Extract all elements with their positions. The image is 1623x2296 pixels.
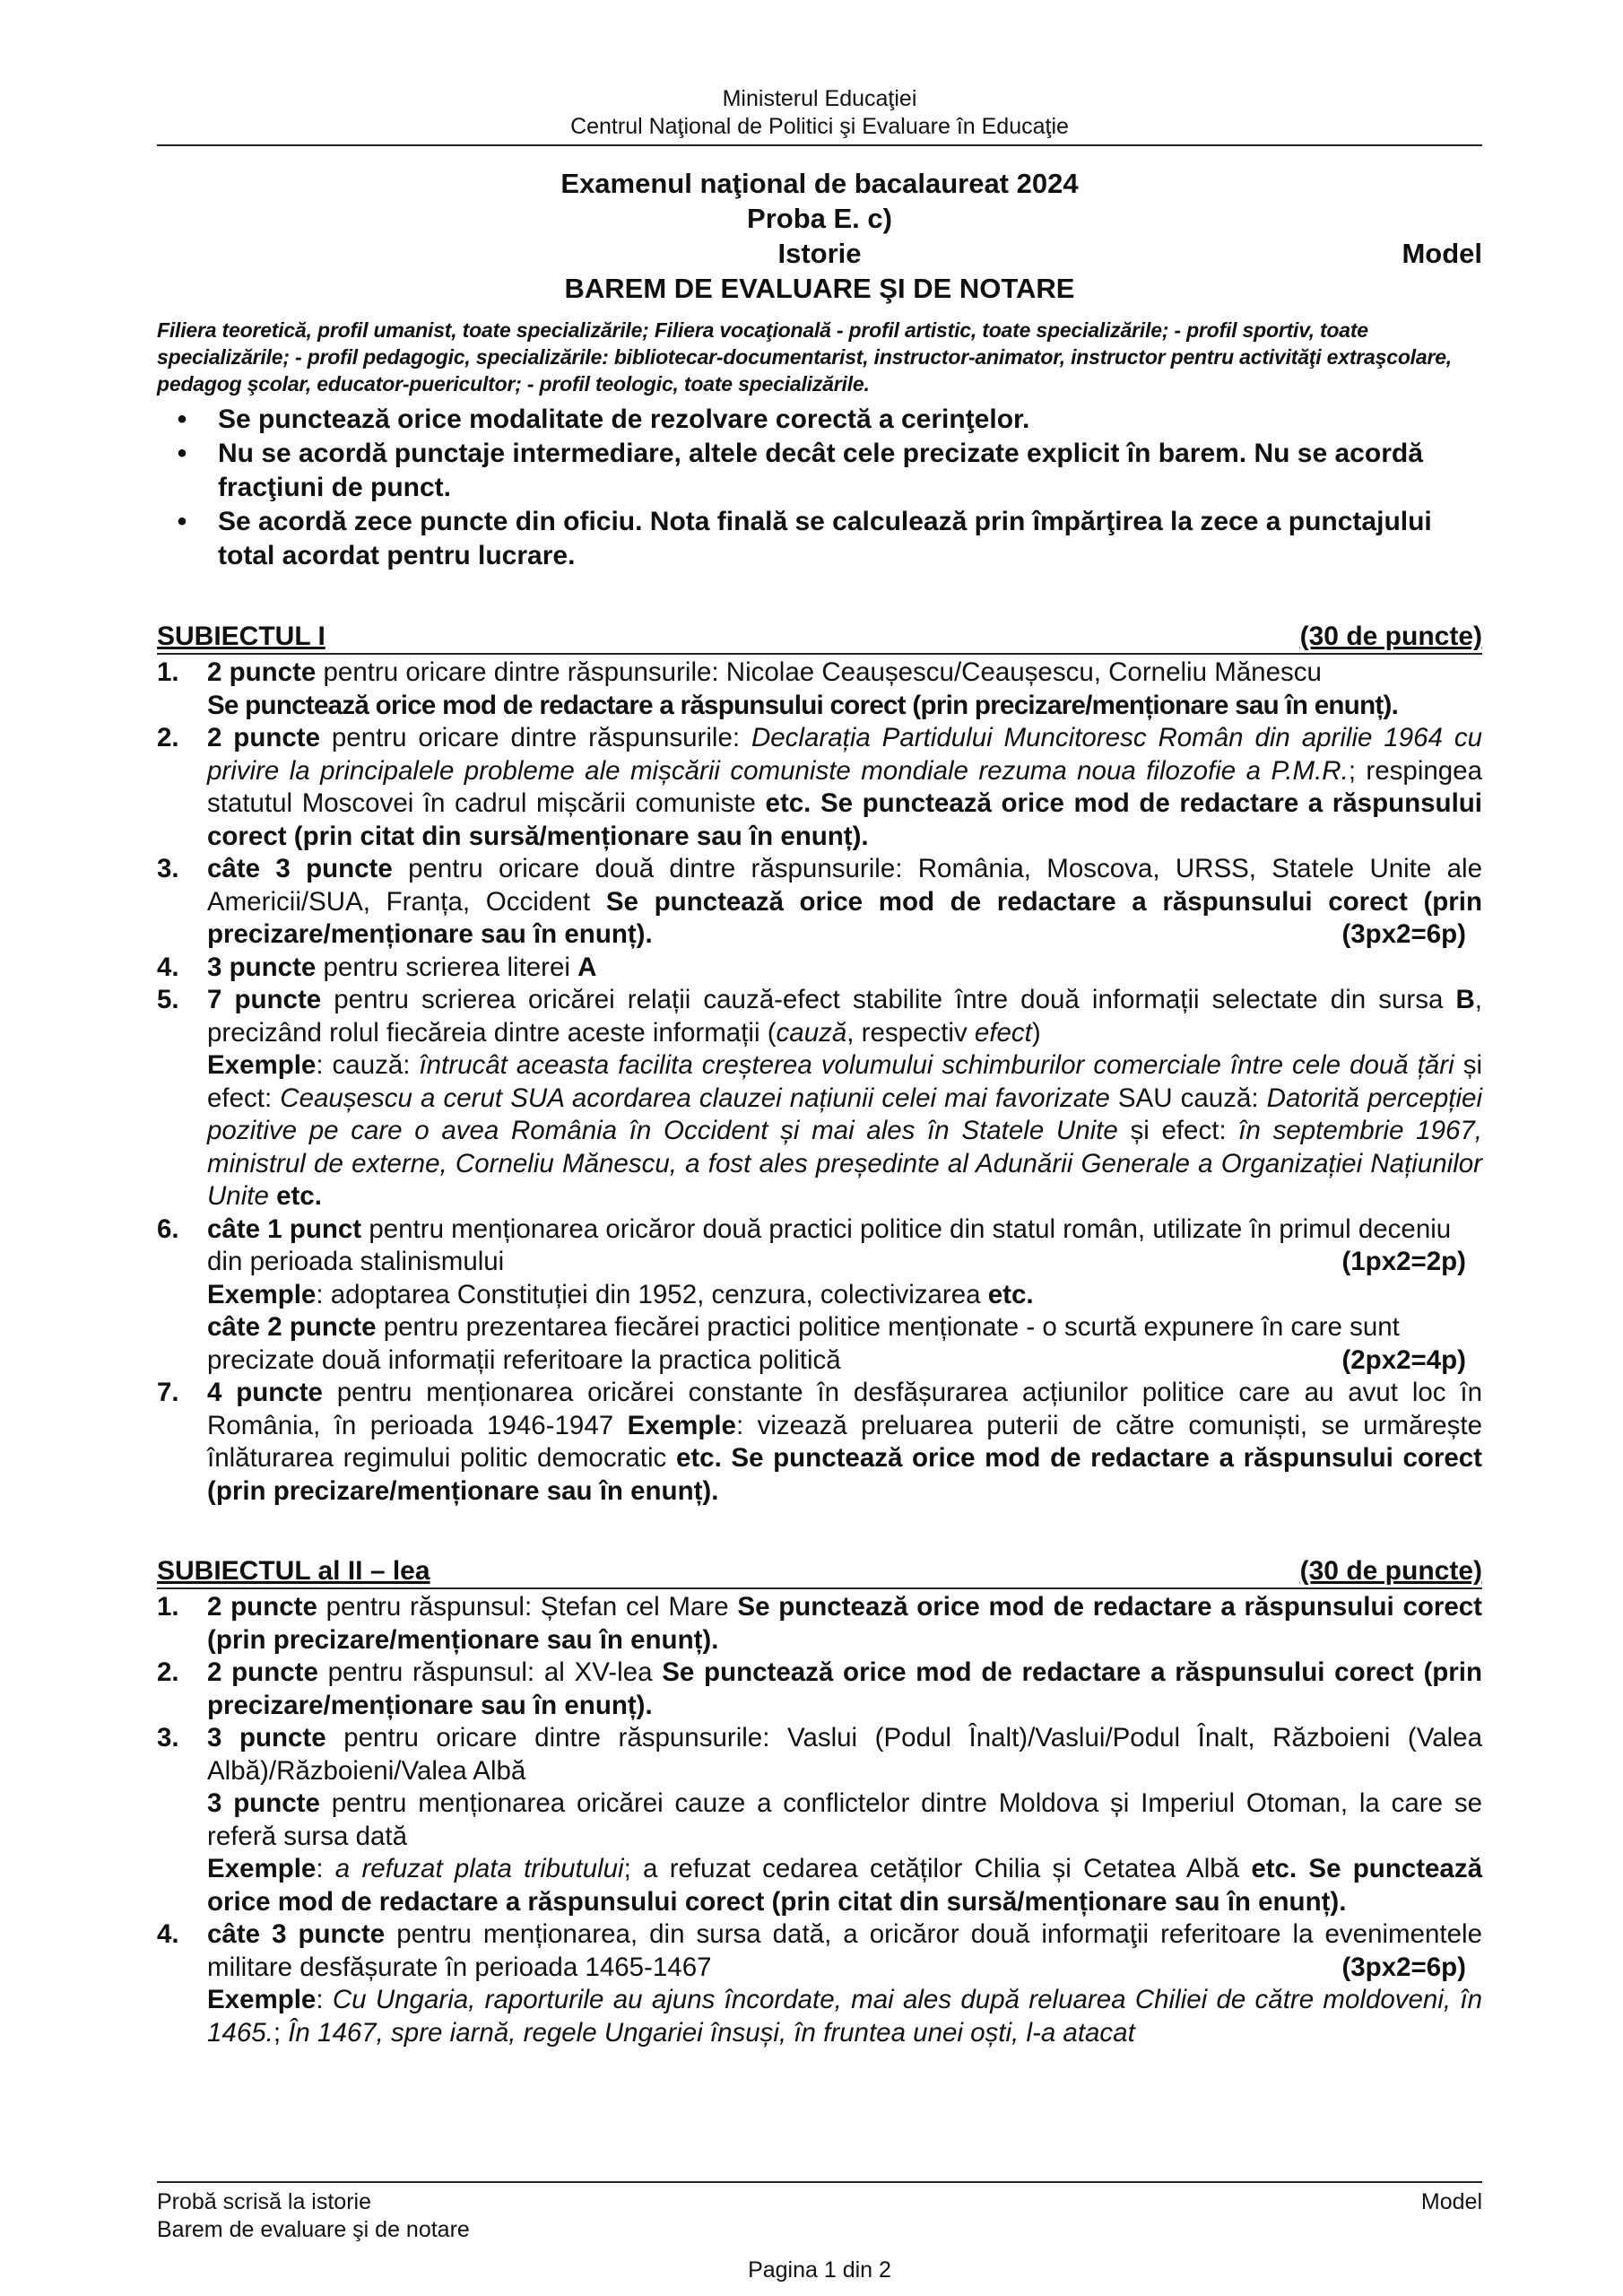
ministry-name: Ministerul Educaţiei	[722, 86, 917, 111]
item-text: : vizează preluarea puterii de către comuniști, se urmărește înlăturarea regimului politic democratic	[207, 1410, 1482, 1473]
points-label: 2 puncte	[207, 657, 317, 687]
scoring-note: Se punctează orice mod de redactare a răspunsului corect (prin precizare/menționare sau în enunț).	[207, 886, 1482, 949]
item-text: , respectiv	[846, 1017, 975, 1048]
footer-model: Model	[1420, 2189, 1482, 2214]
item-text: pentru răspunsul: al XV-lea	[317, 1657, 663, 1687]
subject-1-items	[157, 657, 1482, 1508]
points-formula: (1px2=2p)	[1341, 1247, 1466, 1276]
model-tag: Model	[1402, 238, 1482, 269]
points-formula: (2px2=4p)	[1341, 1344, 1466, 1375]
item-number: 3.	[157, 1723, 179, 1752]
examples-label: Exemple	[207, 1985, 317, 2014]
s2-item-3	[157, 1722, 1482, 1918]
barem-title: BAREM DE EVALUARE ŞI DE NOTARE	[564, 273, 1075, 304]
quote-text: Cu Ungaria, raporturile au ajuns încordate, mai ales după reluarea Chiliei de către moldoveni, în 1465.	[207, 1985, 1482, 2048]
quote-text: Ceaușescu a cerut SUA acordarea clauzei națiunii celei mai favorizate	[280, 1083, 1110, 1113]
quote-text: întrucât aceasta facilita creșterea volumului schimburilor comerciale între cele două țări	[419, 1050, 1454, 1080]
scoring-note: etc. Se punctează orice mod de redactare a răspunsului corect (prin citat din sursă/menționare sau în enunț).	[207, 788, 1482, 851]
item-text: ; respingea statutul Moscovei în cadrul mișcării comuniste	[207, 755, 1482, 818]
item-text: și efect:	[1117, 1116, 1239, 1145]
examples-label: Exemple	[627, 1410, 736, 1440]
scoring-note: Se punctează orice mod de redactare a răspunsului corect (prin precizare/menționare sau în enunț).	[207, 690, 1399, 720]
rule-item: • Nu se acordă punctaje intermediare, altele decât cele precizate explicit în barem. Nu se acordă fracţiuni de punct.	[157, 437, 1482, 505]
item-text: pentru oricare două dintre răspunsurile: România, Moscova, URSS, Statele Unite ale Americii/SUA, Franța, Occident	[207, 854, 1482, 917]
s1-item-4	[157, 952, 1482, 985]
quote-text: În 1467, spre iarnă, regele Ungariei însuși, în fruntea unei oști, l-a atacat	[288, 2017, 1135, 2048]
item-number: 1.	[157, 1592, 179, 1622]
footer-barem-name: Barem de evaluare şi de notare	[157, 2217, 470, 2242]
item-text: : adoptarea Constituției din 1952, cenzura, colectivizarea	[316, 1279, 988, 1309]
subject-2-items	[157, 1591, 1482, 2049]
item-text: pentru menționarea oricărei constante în desfășurarea acțiunilor politice care au avut loc în România, în perioada 1946-1947	[207, 1378, 1482, 1440]
proba-title: Proba E. c)	[747, 203, 892, 234]
subject-2-points: (30 de puncte)	[1299, 1556, 1482, 1586]
item-number: 6.	[157, 1213, 179, 1244]
s2-item-4	[157, 1918, 1482, 2049]
item-text: pentru oricare dintre răspunsurile: Nicolae Ceaușescu/Ceaușescu, Corneliu Mănescu	[316, 657, 1322, 687]
s1-item-6	[157, 1213, 1482, 1378]
item-text: pentru scrierea literei	[316, 952, 578, 982]
points-formula: (3px2=6p)	[1341, 919, 1466, 949]
header-block	[157, 85, 1482, 141]
points-label: câte 2 puncte	[207, 1312, 377, 1342]
item-text: )	[1031, 1017, 1041, 1048]
item-number: 3.	[157, 854, 179, 883]
item-number: 4.	[157, 952, 179, 982]
points-formula: (3px2=6p)	[1341, 1952, 1466, 1982]
s1-item-7	[157, 1377, 1482, 1508]
item-text: pentru menționarea oricăror două practici politice din statul român, utilizate în primul deceniu din perioada stalinismului	[207, 1213, 1452, 1276]
scoring-note: Se punctează orice mod de redactare a răspunsului corect (prin precizare/menționare sau în enunț).	[207, 1657, 1482, 1720]
subject-1-heading	[157, 622, 1482, 655]
quote-text: în septembrie 1967, ministrul de externe, Corneliu Mănescu, a fost ales președinte al Adunării Generale a Organizației Națiunilor Unite	[207, 1116, 1482, 1211]
item-text: pentru menționarea oricărei cauze a conflictelor dintre Moldova și Imperiul Otoman, la care se referă sursa dată	[207, 1788, 1482, 1851]
examples-label: Exemple	[207, 1279, 317, 1309]
effect-label: efect	[974, 1017, 1032, 1048]
examples-label: Exemple	[207, 1854, 317, 1883]
scoring-note: etc. Se punctează orice mod de redactare a răspunsului corect (prin citat din sursă/menționare sau în enunț).	[207, 1854, 1482, 1917]
etc-label: etc.	[987, 1279, 1034, 1309]
cause-label: cauză	[776, 1017, 847, 1048]
item-number: 2.	[157, 723, 179, 752]
item-text: pentru oricare dintre răspunsurile: Vaslui (Podul Înalt)/Vaslui/Podul Înalt, Războieni (Valea Albă)/Războieni/Valea Albă	[207, 1723, 1482, 1786]
scoring-note: etc. Se punctează orice mod de redactare a răspunsului corect (prin precizare/menționare sau în enunț).	[207, 1443, 1483, 1506]
item-text: pentru prezentarea fiecărei practici politice menționate - o scurtă expunere în care sunt precizate două informații referitoare la practica politică	[207, 1312, 1400, 1375]
rules-list	[157, 403, 1482, 573]
subject-1-points: (30 de puncte)	[1299, 622, 1482, 651]
rule-item: • Se punctează orice modalitate de rezolvare corectă a cerinţelor.	[157, 403, 1482, 437]
subject-title: Istorie	[777, 238, 862, 269]
item-text: pentru scrierea oricărei relații cauză-efect stabilite între două informații selectate din sursa	[321, 985, 1456, 1014]
s2-item-2	[157, 1657, 1482, 1722]
points-label: 2 puncte	[207, 1592, 317, 1622]
s2-item-1	[157, 1591, 1482, 1657]
subject-2-heading	[157, 1556, 1482, 1589]
answer-letter: A	[577, 952, 597, 982]
points-label: câte 1 punct	[207, 1213, 362, 1244]
footer-exam-name: Probă scrisă la istorie	[157, 2189, 371, 2214]
points-label: 4 puncte	[207, 1378, 323, 1407]
scoring-note: Se punctează orice mod de redactare a răspunsului corect (prin precizare/menționare sau în enunț).	[207, 1592, 1483, 1655]
item-text: pentru răspunsul: Ștefan cel Mare	[317, 1592, 738, 1622]
title-block	[157, 166, 1482, 306]
points-label: 2 puncte	[207, 1657, 318, 1687]
points-label: câte 3 puncte	[207, 1919, 386, 1949]
points-label: 3 puncte	[207, 1723, 326, 1752]
item-text: :	[316, 1854, 335, 1883]
page-number: Pagina 1 din 2	[748, 2257, 891, 2283]
rule-item: • Se acordă zece puncte din oficiu. Nota finală se calculează prin împărţirea la zece a punctajului total acordat pentru lucrare.	[157, 505, 1482, 573]
item-text: pentru oricare dintre răspunsurile:	[320, 723, 751, 752]
quote-text: a refuzat plata tributului	[334, 1854, 624, 1883]
item-number: 4.	[157, 1919, 179, 1949]
item-text: și efect:	[207, 1050, 1483, 1113]
item-number: 1.	[157, 657, 179, 687]
center-name: Centrul Naţional de Politici şi Evaluare în Educaţie	[570, 114, 1069, 139]
item-text: SAU cauză:	[1109, 1083, 1267, 1113]
points-label: câte 3 puncte	[207, 854, 393, 883]
item-text: : cauză:	[316, 1050, 420, 1080]
page-footer	[157, 2181, 1482, 2284]
s1-item-2	[157, 722, 1482, 853]
subject-2-title: SUBIECTUL al II – lea	[157, 1556, 430, 1586]
document-page	[157, 85, 1482, 2049]
item-number: 7.	[157, 1378, 179, 1407]
points-label: 2 puncte	[207, 723, 320, 752]
item-text: , precizând rolul fiecăreia dintre aceste informații (	[207, 985, 1482, 1048]
item-text: ;	[273, 2017, 289, 2048]
item-number: 2.	[157, 1657, 179, 1687]
points-label: 3 puncte	[207, 952, 317, 982]
quote-text: Datorită percepției pozitive pe care o avea România în Occident și mai ales în Statele Unite	[207, 1083, 1482, 1145]
s1-item-5	[157, 984, 1482, 1213]
header-divider	[157, 144, 1482, 146]
quote-text: Declarația Partidului Muncitoresc Român din aprilie 1964 cu privire la principalele probleme ale mișcării comuniste mondiale rezuma noua filozofie a P.M.R.	[207, 723, 1482, 786]
item-text: ; a refuzat cedarea cetăților Chilia și Cetatea Albă	[623, 1854, 1252, 1883]
s1-item-1	[157, 657, 1482, 722]
s1-item-3	[157, 853, 1482, 952]
points-label: 3 puncte	[207, 1788, 320, 1818]
subject-1-title: SUBIECTUL I	[157, 622, 325, 651]
points-label: 7 puncte	[207, 985, 322, 1014]
exam-title: Examenul naţional de bacalaureat 2024	[560, 168, 1079, 199]
item-text: :	[316, 1985, 333, 2014]
source-letter: B	[1455, 985, 1475, 1014]
item-text: pentru menționarea, din sursa dată, a oricăror două informaţii referitoare la evenimentele militare desfășurate în perioada 1465-1467	[207, 1919, 1482, 1982]
item-number: 5.	[157, 985, 179, 1014]
examples-label: Exemple	[207, 1050, 317, 1080]
filiera-text: Filiera teoretică, profil umanist, toate specializările; Filiera vocaţională - profil artistic, toate specializările; - profil sportiv, toate specializările; - profil pedagogic, specializările: bibliotecar-documentarist, instructor-animator, instructor pentru activităţi extraşcolare, pedagog şcolar, educator-puericultor; - profil teologic, toate specializările.	[157, 318, 1452, 396]
etc-label: etc.	[268, 1181, 322, 1211]
